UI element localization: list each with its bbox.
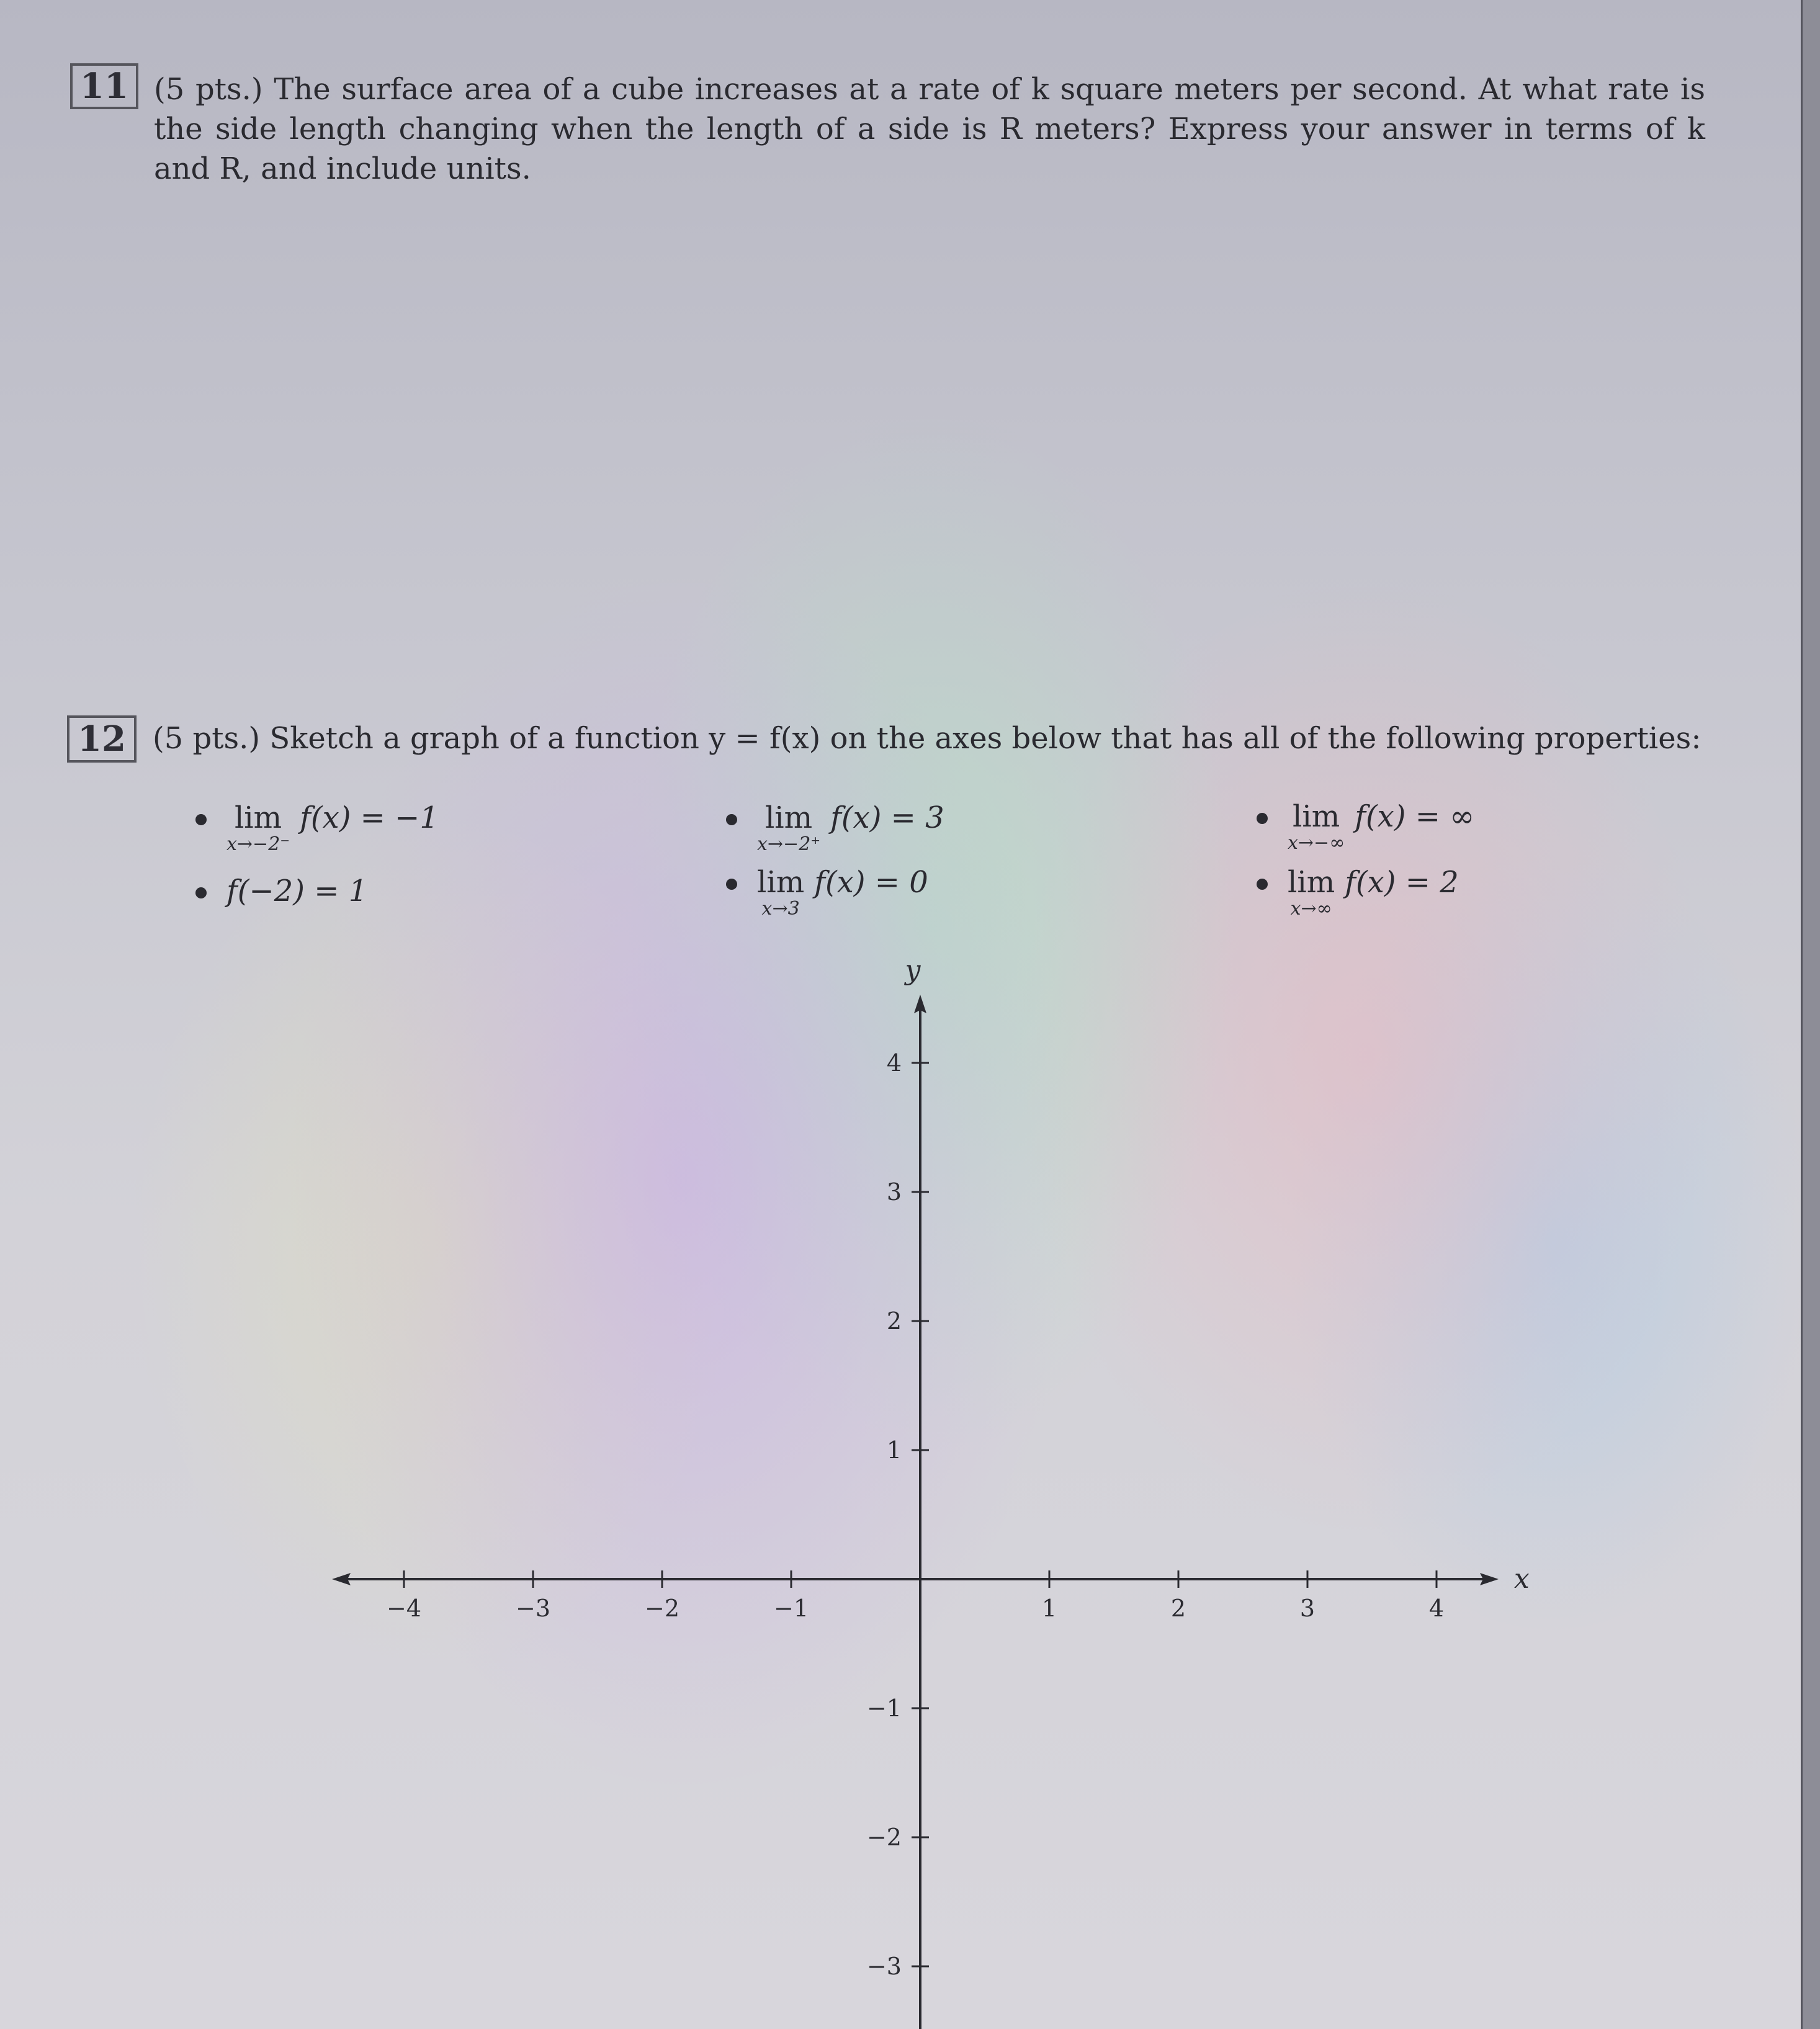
lim: lim	[1292, 799, 1340, 834]
y-tick-label: 3	[886, 1178, 902, 1206]
lim: lim	[234, 800, 282, 835]
x-tick-label: 4	[1428, 1595, 1445, 1622]
question-12-number: 12	[67, 715, 137, 763]
question-11-number: 11	[70, 63, 138, 109]
x-tick-label: −4	[386, 1595, 422, 1622]
y-tick-label: 1	[886, 1436, 902, 1464]
y-tick-label: −2	[866, 1824, 902, 1851]
y-tick-label: −1	[866, 1695, 902, 1722]
x-tick-label: 2	[1170, 1595, 1186, 1622]
lim-sub: x→3	[761, 898, 800, 920]
expr: f(x) = −1	[300, 800, 439, 835]
lim-sub: x→∞	[1290, 898, 1332, 920]
expr: f(x) = 0	[814, 865, 928, 900]
x-axis-label: x	[1514, 1563, 1530, 1595]
y-tick-label: −3	[866, 1953, 902, 1980]
lim: lim	[757, 865, 805, 900]
x-tick-label: 3	[1299, 1595, 1316, 1622]
question-11-text: (5 pts.) The surface area of a cube increases at a rate of k square meters per second. At what rate is the side length changing when the length of a side is R meters? Express your answer in terms of k and R, and include units.	[154, 72, 1705, 186]
x-tick-label: 1	[1041, 1595, 1057, 1622]
question-12-text: (5 pts.) Sketch a graph of a function y = f(x) on the axes below that has all of the following properties:	[153, 721, 1701, 756]
lim-sub: x→−∞	[1288, 832, 1345, 854]
lim-sub: x→−2⁻	[226, 833, 290, 855]
x-tick-label: −3	[515, 1595, 551, 1622]
expr: f(x) = ∞	[1355, 799, 1475, 834]
x-tick-label: −1	[773, 1595, 809, 1622]
lim: lim	[1288, 865, 1335, 900]
expr: f(−2) = 1	[226, 874, 368, 908]
x-tick-label: −2	[644, 1595, 680, 1622]
lim-sub: x→−2⁺	[757, 833, 821, 855]
lim: lim	[764, 800, 813, 835]
y-axis-label: y	[905, 954, 921, 986]
expr: f(x) = 3	[830, 800, 944, 835]
y-tick-label: 4	[886, 1049, 902, 1077]
expr: f(x) = 2	[1345, 865, 1459, 900]
y-tick-label: 2	[886, 1307, 902, 1335]
